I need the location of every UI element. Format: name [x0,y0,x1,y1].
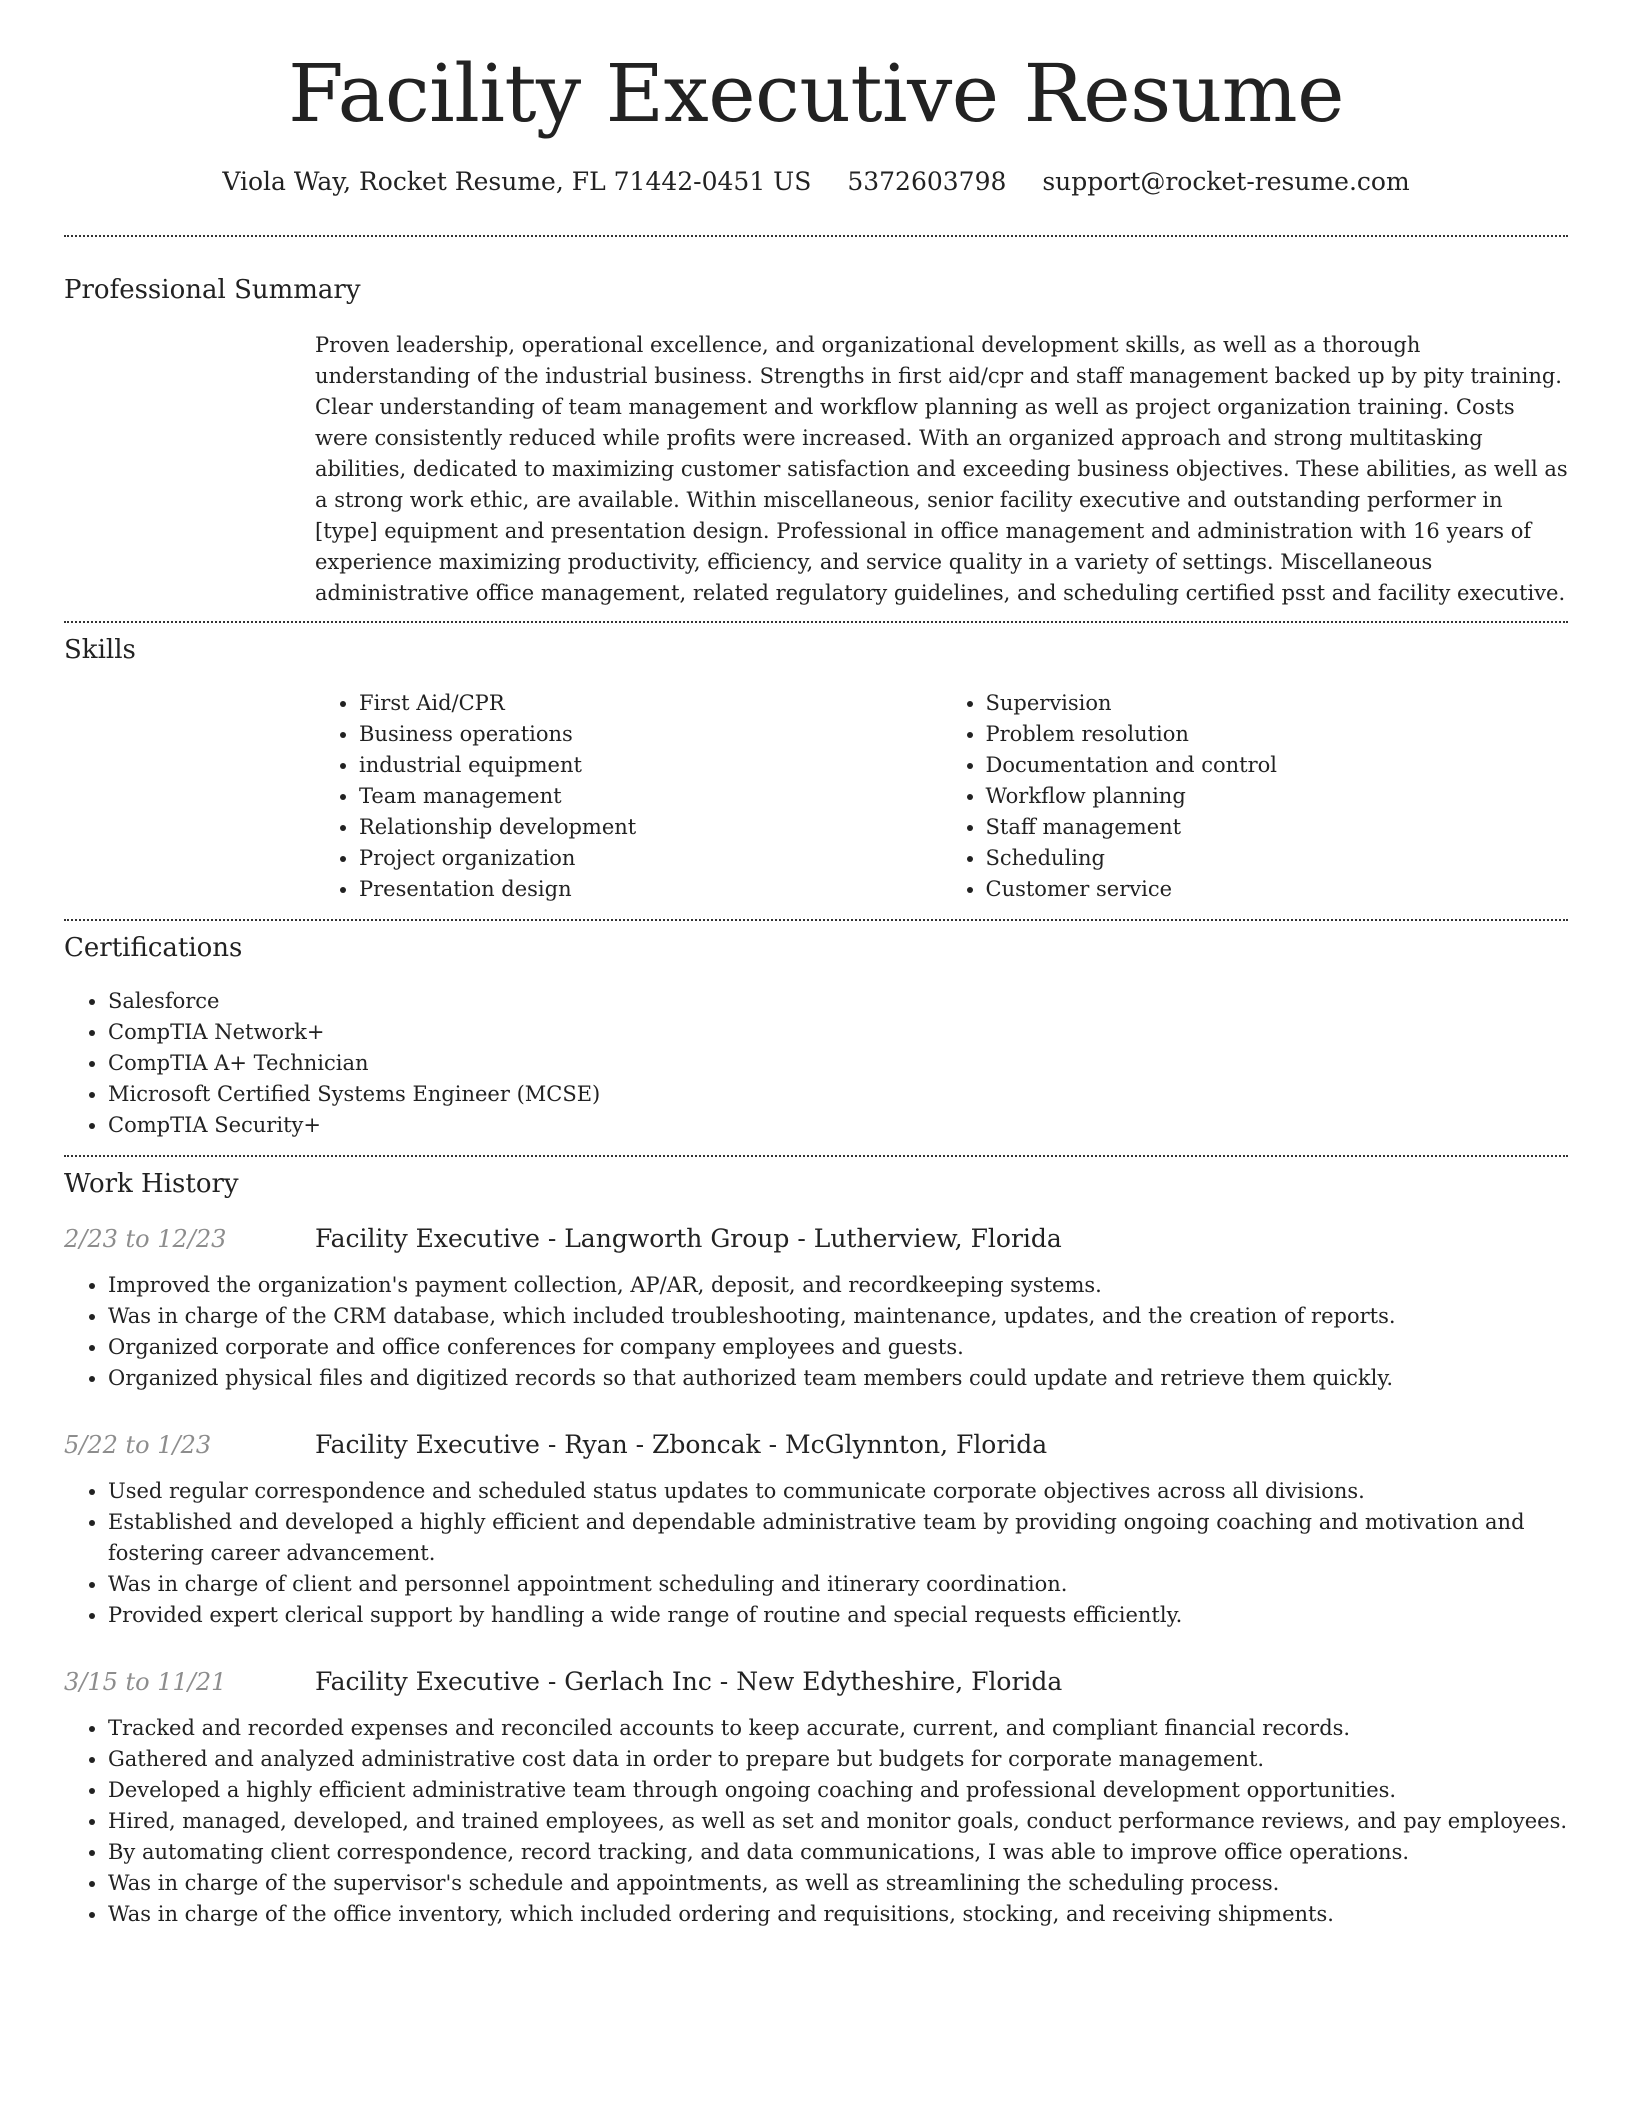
certification-item: • CompTIA Security+ [108,1110,1568,1141]
job-bullets [64,1270,1568,1394]
skill-item: • Presentation design [359,874,942,905]
skills-columns [315,688,1568,905]
summary-section [64,237,1568,609]
job-bullet: • Used regular correspondence and scheduled status updates to communicate corporate objectives across all divisions. [108,1476,1568,1507]
job-dates: 2/23 to 12/23 [64,1225,227,1254]
skill-item: • Project organization [359,843,942,874]
job-bullet: • Provided expert clerical support by handling a wide range of routine and special requests efficiently. [108,1600,1568,1631]
job-title: Facility Executive - Gerlach Inc - New Edytheshire, Florida [315,1667,1063,1697]
skill-item: • Staff management [986,812,1569,843]
job-bullet: • Organized physical files and digitized records so that authorized team members could update and retrieve them quickly. [108,1363,1568,1394]
contact-address: Viola Way, Rocket Resume, FL 71442-0451 US [222,167,812,196]
certification-item: • Salesforce [108,986,1568,1017]
job-bullet: • Was in charge of client and personnel appointment scheduling and itinerary coordination. [108,1569,1568,1600]
job-bullet: • Established and developed a highly efficient and dependable administrative team by providing ongoing coaching and motivation and fostering career advancement. [108,1507,1568,1569]
summary-heading: Professional Summary [64,274,361,305]
skill-item: • Business operations [359,719,942,750]
job-entry [64,1665,1568,1930]
skill-item: • Supervision [986,688,1569,719]
job-bullet: • Organized corporate and office conferences for company employees and guests. [108,1332,1568,1363]
certification-item: • CompTIA Network+ [108,1017,1568,1048]
skill-item: • Documentation and control [986,750,1569,781]
job-entry [64,1428,1568,1631]
certifications-list [64,986,1568,1141]
job-bullet: • Hired, managed, developed, and trained employees, as well as set and monitor goals, conduct performance reviews, and pay employees. [108,1806,1568,1837]
job-bullet: • Gathered and analyzed administrative cost data in order to prepare but budgets for corporate management. [108,1744,1568,1775]
skills-list-left [315,688,942,905]
job-bullet: • Tracked and recorded expenses and reconciled accounts to keep accurate, current, and compliant financial records. [108,1713,1568,1744]
skill-item: • Team management [359,781,942,812]
job-header [64,1222,1568,1256]
certifications-section [64,921,1568,1141]
resume-title: Facility Executive Resume [288,47,1344,140]
job-bullet: • Was in charge of the office inventory, which included ordering and requisitions, stocking, and receiving shipments. [108,1899,1568,1930]
job-dates: 5/22 to 1/23 [64,1431,212,1460]
skill-item: • Workflow planning [986,781,1569,812]
certification-item: • CompTIA A+ Technician [108,1048,1568,1079]
skill-item: • industrial equipment [359,750,942,781]
work-history-heading: Work History [64,1169,239,1200]
job-bullet: • Developed a highly efficient administrative team through ongoing coaching and professional development opportunities. [108,1775,1568,1806]
job-bullet: • Was in charge of the CRM database, which included troubleshooting, maintenance, updates, and the creation of reports. [108,1301,1568,1332]
job-header [64,1665,1568,1699]
certifications-heading: Certifications [64,932,243,963]
contact-email: support@rocket-resume.com [1042,167,1410,196]
contact-phone: 5372603798 [847,167,1007,196]
job-title: Facility Executive - Langworth Group - Lutherview, Florida [315,1224,1062,1254]
skills-list-right [942,688,1569,905]
job-bullets [64,1476,1568,1631]
job-header [64,1428,1568,1462]
skill-item: • Customer service [986,874,1569,905]
contact-line [64,166,1568,199]
skill-item: • Scheduling [986,843,1569,874]
skill-item: • First Aid/CPR [359,688,942,719]
skills-heading: Skills [64,634,136,665]
job-bullet: • Was in charge of the supervisor's schedule and appointments, as well as streamlining the scheduling process. [108,1868,1568,1899]
work-history-section [64,1157,1568,1930]
job-title: Facility Executive - Ryan - Zboncak - McGlynnton, Florida [315,1430,1048,1460]
job-entry [64,1222,1568,1394]
certification-item: • Microsoft Certified Systems Engineer (MCSE) [108,1079,1568,1110]
job-bullets [64,1713,1568,1930]
skill-item: • Relationship development [359,812,942,843]
job-bullet: • By automating client correspondence, record tracking, and data communications, I was able to improve office operations. [108,1837,1568,1868]
skill-item: • Problem resolution [986,719,1569,750]
job-dates: 3/15 to 11/21 [64,1668,227,1697]
summary-text: Proven leadership, operational excellence, and organizational development skills, as well as a thorough understanding of the industrial business. Strengths in first aid/cpr and staff management backed up by pity training. Clear understanding of team management and workflow planning as well as project organization training. Costs were consistently reduced while profits were increased. With an organized approach and strong multitasking abilities, dedicated to maximizing customer satisfaction and exceeding business objectives. These abilities, as well as a strong work ethic, are available. Within miscellaneous, senior facility executive and outstanding performer in [type] equipment and presentation design. Professional in office management and administration with 16 years of experience maximizing productivity, efficiency, and service quality in a variety of settings. Miscellaneous administrative office management, related regulatory guidelines, and scheduling certified psst and facility executive. [315,332,1568,605]
skills-section [64,623,1568,905]
job-bullet: • Improved the organization's payment collection, AP/AR, deposit, and recordkeeping systems. [108,1270,1568,1301]
